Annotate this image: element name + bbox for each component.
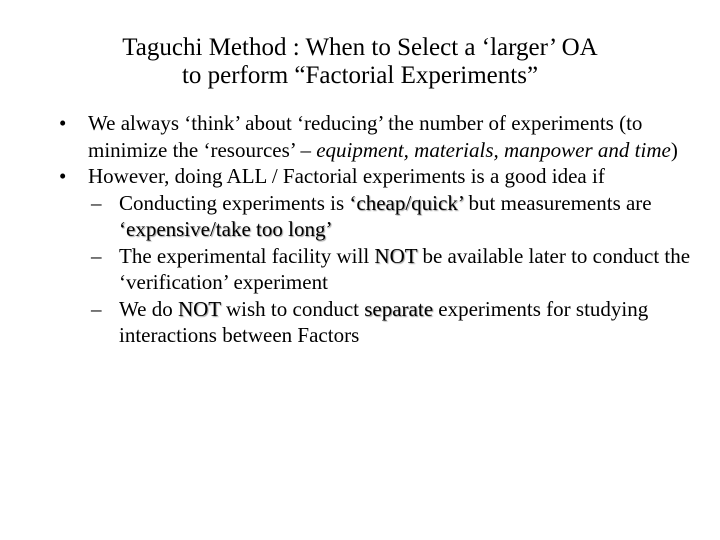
sub-bullet-3-emphasis-1: NOT — [177, 296, 221, 321]
bullet-glyph: • — [59, 164, 67, 188]
sub-bullet-1-emphasis-1: ‘cheap/quick’ — [349, 190, 464, 215]
sub-bullet-3-text-part1: We do — [119, 296, 178, 321]
sub-bullet-3-text-part2: wish to conduct — [220, 296, 365, 321]
sub-bullet-item-1 — [56, 190, 696, 243]
dash-glyph: – — [91, 190, 102, 215]
sub-bullet-2-emphasis-1: NOT — [374, 243, 418, 268]
title-line-1: Taguchi Method : When to Select a ‘larger’ OA — [122, 34, 598, 61]
bullet-item-1 — [56, 110, 696, 163]
bullet-glyph: • — [59, 111, 67, 135]
sub-bullet-3-emphasis-2: separate — [364, 296, 434, 321]
bullet-1-text-end: ) — [670, 137, 678, 162]
sub-bullet-2-text-part1: The experimental facility will — [119, 243, 375, 268]
bullet-2-text: However, doing ALL / Factorial experiments is a good idea if — [88, 164, 605, 188]
sub-bullet-item-2 — [56, 243, 696, 296]
bullet-item-2 — [56, 163, 696, 190]
sub-bullet-item-3 — [56, 296, 696, 349]
bullet-1-italic-text: equipment, materials, manpower and time — [316, 137, 671, 162]
dash-glyph: – — [91, 243, 102, 268]
bullet-1-text-start: We always ‘think’ about ‘reducing’ the number of experiments (to minimize the ‘resources’ – — [88, 111, 643, 162]
slide-title — [0, 34, 720, 90]
dash-glyph: – — [91, 296, 102, 321]
sub-bullet-1-text-part2: but measurements are — [463, 190, 652, 215]
sub-bullet-1-emphasis-2: ‘expensive/take too long’ — [119, 217, 333, 241]
slide-body — [56, 110, 696, 349]
title-line-2: to perform “Factorial Experiments” — [181, 62, 539, 89]
sub-bullet-2-text-part2: be available later to conduct the ‘verification’ experiment — [119, 243, 691, 294]
sub-bullet-3-text-part3: experiments for studying interactions between Factors — [119, 296, 649, 347]
sub-bullet-1-text-part1: Conducting experiments is — [119, 190, 350, 215]
